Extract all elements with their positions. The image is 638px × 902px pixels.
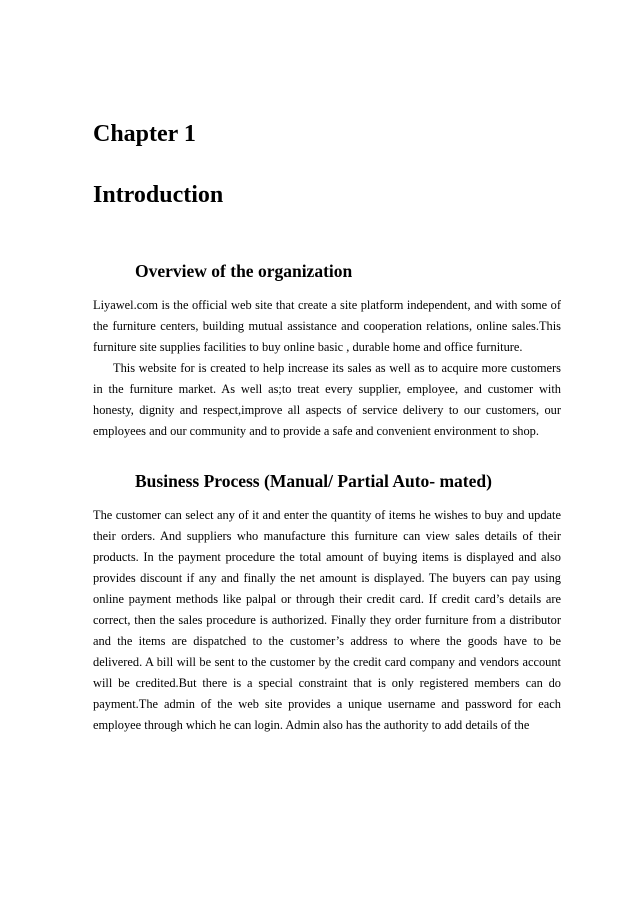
section-heading-business-process: Business Process (Manual/ Partial Auto- mated) <box>135 471 492 491</box>
chapter-number: Chapter 1 <box>93 121 196 147</box>
chapter-title: Introduction <box>93 182 224 208</box>
business-process-paragraph: The customer can select any of it and enter the quantity of items he wishes to buy and update their orders. And suppliers who manufacture this furniture can view sales details of their products. In the payment procedure the total amount of buying items is displayed and also provides discount if any and finally the net amount is displayed. The buyers can pay using online payment methods like palpal or through their credit card. If credit card’s details are correct, then the sales procedure is authorized. Finally they order furniture from a distributor and the items are dispatched to the customer’s address to where the goods have to be delivered. A bill will be sent to the customer by the credit card company and vendors account will be credited.But there is a special constraint that is only registered members can do payment.The admin of the web site provides a unique username and password for each employee through which he can login. Admin also has the authority to add details of the <box>93 508 561 732</box>
overview-paragraph-1: Liyawel.com is the official web site that create a site platform independent, and with some of the furniture centers, building mutual assistance and cooperation relations, online sales.This furniture site supplies facilities to buy online basic , durable home and office furniture. <box>93 298 561 354</box>
overview-paragraph-2: This website for is created to help increase its sales as well as to acquire more customers in the furniture market. As well as;to treat every supplier, employee, and customer with honesty, dignity and respect,improve all aspects of service delivery to our customers, our employees and our community and to provide a safe and convenient environment to shop. <box>93 361 561 438</box>
section-heading-overview: Overview of the organization <box>135 261 353 281</box>
